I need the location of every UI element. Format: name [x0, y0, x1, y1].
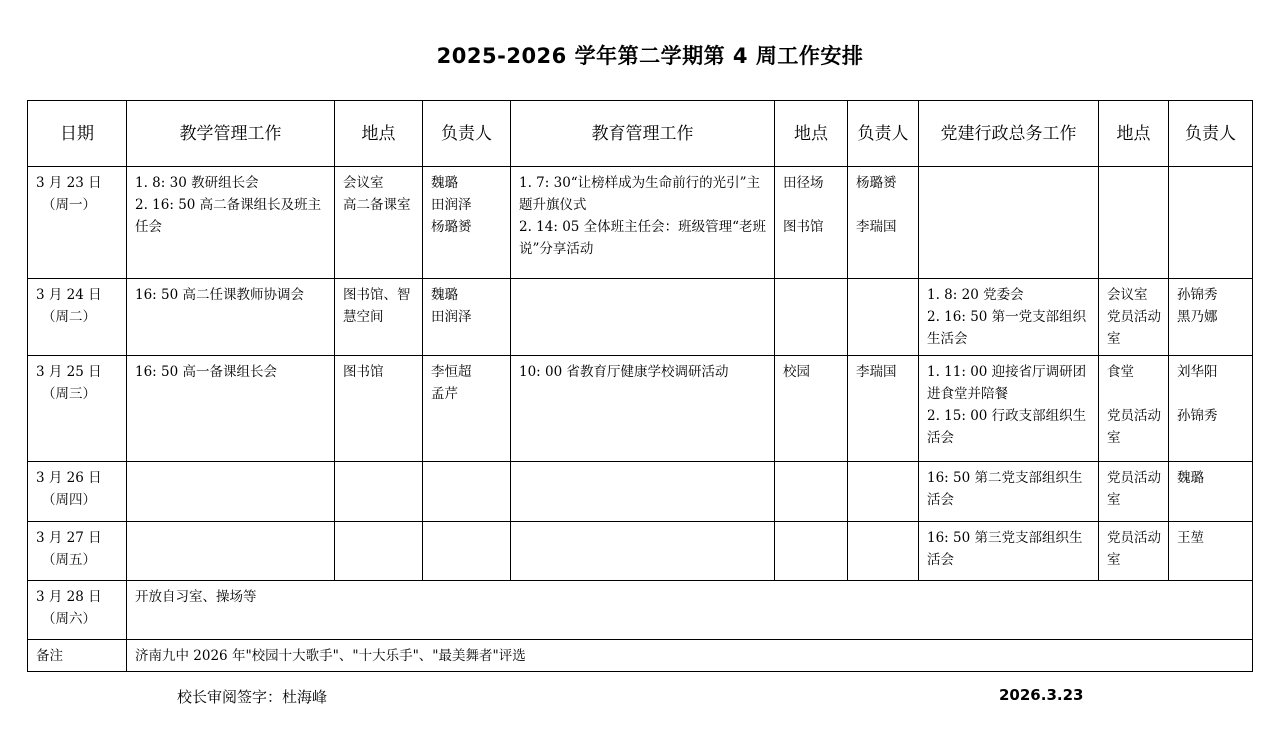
- list-item: 黑乃娜: [1177, 309, 1218, 325]
- remarks-row: [28, 640, 1253, 672]
- teaching-cell: [127, 356, 335, 462]
- teaching-cell: [127, 167, 335, 279]
- weekday-text: （周三）: [42, 386, 96, 402]
- list-item: 刘华阳: [1177, 364, 1218, 380]
- teaching-owner-cell: [423, 279, 511, 356]
- list-item: 高二备课室: [343, 197, 411, 213]
- teaching-cell: [127, 279, 335, 356]
- list-item: 魏璐: [431, 175, 458, 191]
- education-location-cell: [775, 522, 848, 581]
- weekday-text: （周二）: [42, 309, 96, 325]
- principal-signature: 校长审阅签字：杜海峰: [177, 688, 328, 706]
- header-row: [28, 101, 1253, 167]
- party-owner-cell: [1169, 522, 1253, 581]
- party-owner-cell: [1169, 356, 1253, 462]
- list-item: 孙锦秀: [1177, 287, 1218, 303]
- party-cell: [919, 279, 1099, 356]
- list-item: 李恒超: [431, 364, 472, 380]
- header-date: 日期: [28, 101, 127, 167]
- teaching-location-cell: [335, 167, 423, 279]
- party-cell: [919, 167, 1099, 279]
- list-item: 2. 16: 50 第一党支部组织生活会: [927, 309, 1087, 347]
- date-cell: [28, 581, 127, 640]
- list-item: 1. 8: 20 党委会: [927, 287, 1024, 303]
- teaching-location-cell: [335, 522, 423, 581]
- table-row: [28, 462, 1253, 522]
- date-text: 3 月 25 日: [36, 364, 102, 380]
- list-item: 王堃: [1177, 530, 1204, 546]
- list-item: 党员活动室: [1107, 309, 1161, 347]
- education-location-cell: [775, 356, 848, 462]
- header-teaching: 教学管理工作: [127, 101, 335, 167]
- education-cell: [511, 167, 775, 279]
- document-date: 2026.3.23: [999, 686, 1084, 704]
- teaching-location-cell: [335, 356, 423, 462]
- remarks-content: 济南九中 2026 年"校园十大歌手"、"十大乐手"、"最美舞者"评选: [127, 640, 1253, 672]
- teaching-owner-cell: [423, 356, 511, 462]
- document-title: 2025-2026 学年第二学期第 4 周工作安排: [436, 44, 864, 68]
- header-education-owner: 负责人: [848, 101, 919, 167]
- date-cell: [28, 167, 127, 279]
- list-item: 16: 50 高二任课教师协调会: [135, 287, 304, 303]
- list-item: 校园: [783, 364, 810, 380]
- remarks-label: 备注: [28, 640, 127, 672]
- party-location-cell: [1099, 522, 1169, 581]
- saturday-content: 开放自习室、操场等: [135, 589, 257, 605]
- teaching-cell: [127, 462, 335, 522]
- table-row: [28, 356, 1253, 462]
- header-party-owner: 负责人: [1169, 101, 1253, 167]
- list-item: 2. 15: 00 行政支部组织生活会: [927, 408, 1087, 446]
- party-location-cell: [1099, 356, 1169, 462]
- date-cell: [28, 522, 127, 581]
- date-cell: [28, 356, 127, 462]
- table-row: [28, 522, 1253, 581]
- list-item: 1. 7: 30“让榜样成为生命前行的光引”主题升旗仪式: [519, 175, 761, 213]
- list-item: 2. 16: 50 高二备课组长及班主任会: [135, 197, 322, 235]
- party-location-cell: [1099, 279, 1169, 356]
- teaching-location-cell: [335, 279, 423, 356]
- schedule-table: [27, 100, 1253, 672]
- header-education-location: 地点: [775, 101, 848, 167]
- education-cell: [511, 356, 775, 462]
- date-text: 3 月 28 日: [36, 589, 102, 605]
- weekday-text: （周五）: [42, 552, 96, 568]
- party-location-cell: [1099, 462, 1169, 522]
- list-item: 田润泽: [431, 197, 472, 213]
- teaching-location-cell: [335, 462, 423, 522]
- list-item: 16: 50 第三党支部组织生活会: [927, 530, 1083, 568]
- header-education: 教育管理工作: [511, 101, 775, 167]
- list-item: 1. 11: 00 迎接省厅调研团进食堂并陪餐: [927, 364, 1087, 402]
- table-row: [28, 167, 1253, 279]
- education-owner-cell: [848, 462, 919, 522]
- date-text: 3 月 26 日: [36, 470, 102, 486]
- education-cell: [511, 279, 775, 356]
- list-item: 魏璐: [1177, 470, 1204, 486]
- party-owner-cell: [1169, 462, 1253, 522]
- table-row: [28, 581, 1253, 640]
- list-item: 田润泽: [431, 309, 472, 325]
- date-text: 3 月 24 日: [36, 287, 102, 303]
- party-cell: [919, 462, 1099, 522]
- education-owner-cell: [848, 356, 919, 462]
- teaching-owner-cell: [423, 167, 511, 279]
- list-item: 2. 14: 05 全体班主任会：班级管理“老班说”分享活动: [519, 219, 767, 257]
- party-owner-cell: [1169, 279, 1253, 356]
- party-cell: [919, 356, 1099, 462]
- header-party-location: 地点: [1099, 101, 1169, 167]
- saturday-content-cell: [127, 581, 1253, 640]
- teaching-cell: [127, 522, 335, 581]
- education-owner-cell: [848, 279, 919, 356]
- teaching-owner-cell: [423, 522, 511, 581]
- teaching-owner-cell: [423, 462, 511, 522]
- weekday-text: （周一）: [42, 197, 96, 213]
- education-owner-cell: [848, 522, 919, 581]
- education-cell: [511, 522, 775, 581]
- weekday-text: （周六）: [42, 611, 96, 627]
- list-item: 田径场: [783, 175, 824, 191]
- list-item: 李瑞国: [856, 364, 897, 380]
- list-item: 孟芹: [431, 386, 458, 402]
- date-cell: [28, 279, 127, 356]
- party-owner-cell: [1169, 167, 1253, 279]
- list-item: 1. 8: 30 教研组长会: [135, 175, 259, 191]
- table-row: [28, 279, 1253, 356]
- list-item: 李瑞国: [856, 219, 897, 235]
- education-cell: [511, 462, 775, 522]
- list-item: 16: 50 高一备课组长会: [135, 364, 277, 380]
- date-text: 3 月 27 日: [36, 530, 102, 546]
- date-cell: [28, 462, 127, 522]
- list-item: 食堂: [1107, 364, 1134, 380]
- list-item: 会议室: [1107, 287, 1148, 303]
- date-text: 3 月 23 日: [36, 175, 102, 191]
- list-item: 党员活动室: [1107, 470, 1161, 508]
- list-item: 杨璐赟: [856, 175, 897, 191]
- header-teaching-location: 地点: [335, 101, 423, 167]
- education-location-cell: [775, 279, 848, 356]
- list-item: 16: 50 第二党支部组织生活会: [927, 470, 1083, 508]
- education-location-cell: [775, 167, 848, 279]
- list-item: 党员活动室: [1107, 408, 1161, 446]
- list-item: 孙锦秀: [1177, 408, 1218, 424]
- list-item: 图书馆: [343, 364, 384, 380]
- party-cell: [919, 522, 1099, 581]
- list-item: 图书馆、智慧空间: [343, 287, 411, 325]
- education-owner-cell: [848, 167, 919, 279]
- list-item: 党员活动室: [1107, 530, 1161, 568]
- list-item: 杨璐赟: [431, 219, 472, 235]
- list-item: 图书馆: [783, 219, 824, 235]
- list-item: 会议室: [343, 175, 384, 191]
- list-item: 魏璐: [431, 287, 458, 303]
- header-teaching-owner: 负责人: [423, 101, 511, 167]
- header-party: 党建行政总务工作: [919, 101, 1099, 167]
- weekday-text: （周四）: [42, 492, 96, 508]
- party-location-cell: [1099, 167, 1169, 279]
- list-item: 10: 00 省教育厅健康学校调研活动: [519, 364, 729, 380]
- education-location-cell: [775, 462, 848, 522]
